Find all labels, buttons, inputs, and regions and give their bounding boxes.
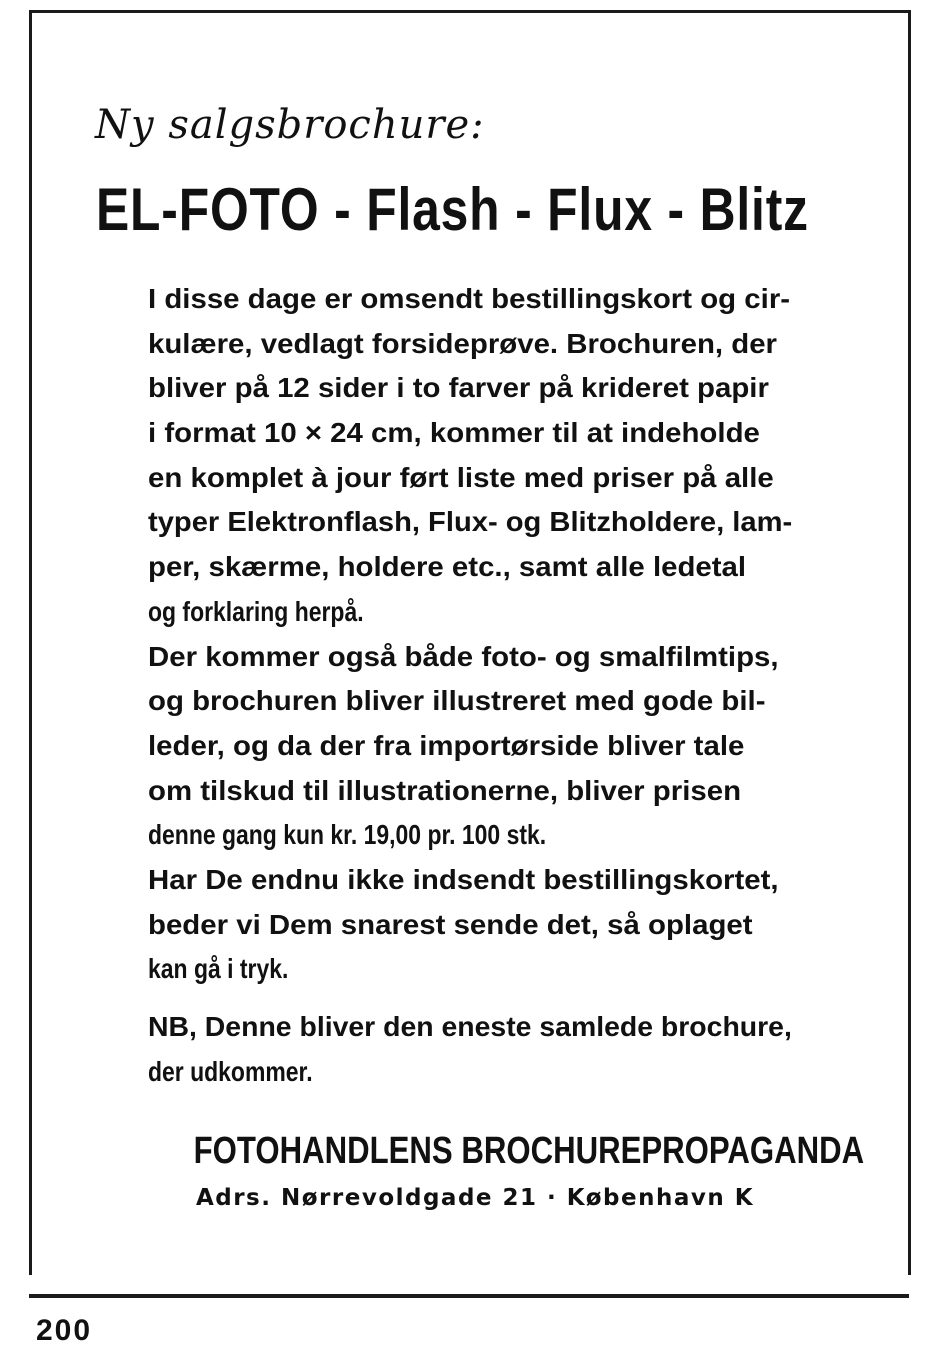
body-line: Har De endnu ikke indsendt bestillingskortet,: [148, 863, 779, 895]
ad-nota-bene: [148, 1004, 792, 1093]
nb-line: der udkommer.: [148, 1055, 313, 1087]
bottom-rule: [29, 1294, 909, 1298]
body-line: per, skærme, holdere etc., samt alle ledetal: [148, 551, 747, 583]
ad-subtitle: Ny salgsbrochure:: [95, 102, 485, 148]
body-line: Der kommer også både foto- og smalfilmtips,: [148, 640, 779, 672]
body-line: beder vi Dem snarest sende det, så oplaget: [148, 908, 753, 940]
body-line: leder, og da der fra importørside bliver tale: [148, 729, 745, 761]
body-line: bliver på 12 sider i to farver på krideret papir: [148, 372, 769, 404]
body-line: kulære, vedlagt forsideprøve. Brochuren, der: [148, 327, 777, 359]
ad-address: Adrs. Nørrevoldgade 21 · København K: [195, 1185, 755, 1211]
body-line: og brochuren bliver illustreret med gode bil-: [148, 685, 766, 717]
ad-headline: EL-FOTO - Flash - Flux - Blitz: [96, 176, 809, 243]
body-line: kan gå i tryk.: [148, 953, 289, 985]
body-line: denne gang kun kr. 19,00 pr. 100 stk.: [148, 819, 547, 851]
body-line: typer Elektronflash, Flux- og Blitzholdere, lam-: [148, 506, 793, 538]
body-line: i format 10 × 24 cm, kommer til at indeholde: [148, 417, 760, 449]
body-line: om tilskud til illustrationerne, bliver prisen: [148, 774, 742, 806]
nb-line: NB, Denne bliver den eneste samlede brochure,: [148, 1011, 792, 1042]
body-line: og forklaring herpå.: [148, 595, 364, 627]
ad-body: [148, 277, 792, 992]
body-line: I disse dage er omsendt bestillingskort og cir-: [148, 283, 791, 314]
ad-signature: FOTOHANDLENS BROCHUREPROPAGANDA: [193, 1130, 865, 1172]
body-line: en komplet à jour ført liste med priser på alle: [148, 461, 774, 493]
page-number: 200: [36, 1314, 93, 1347]
